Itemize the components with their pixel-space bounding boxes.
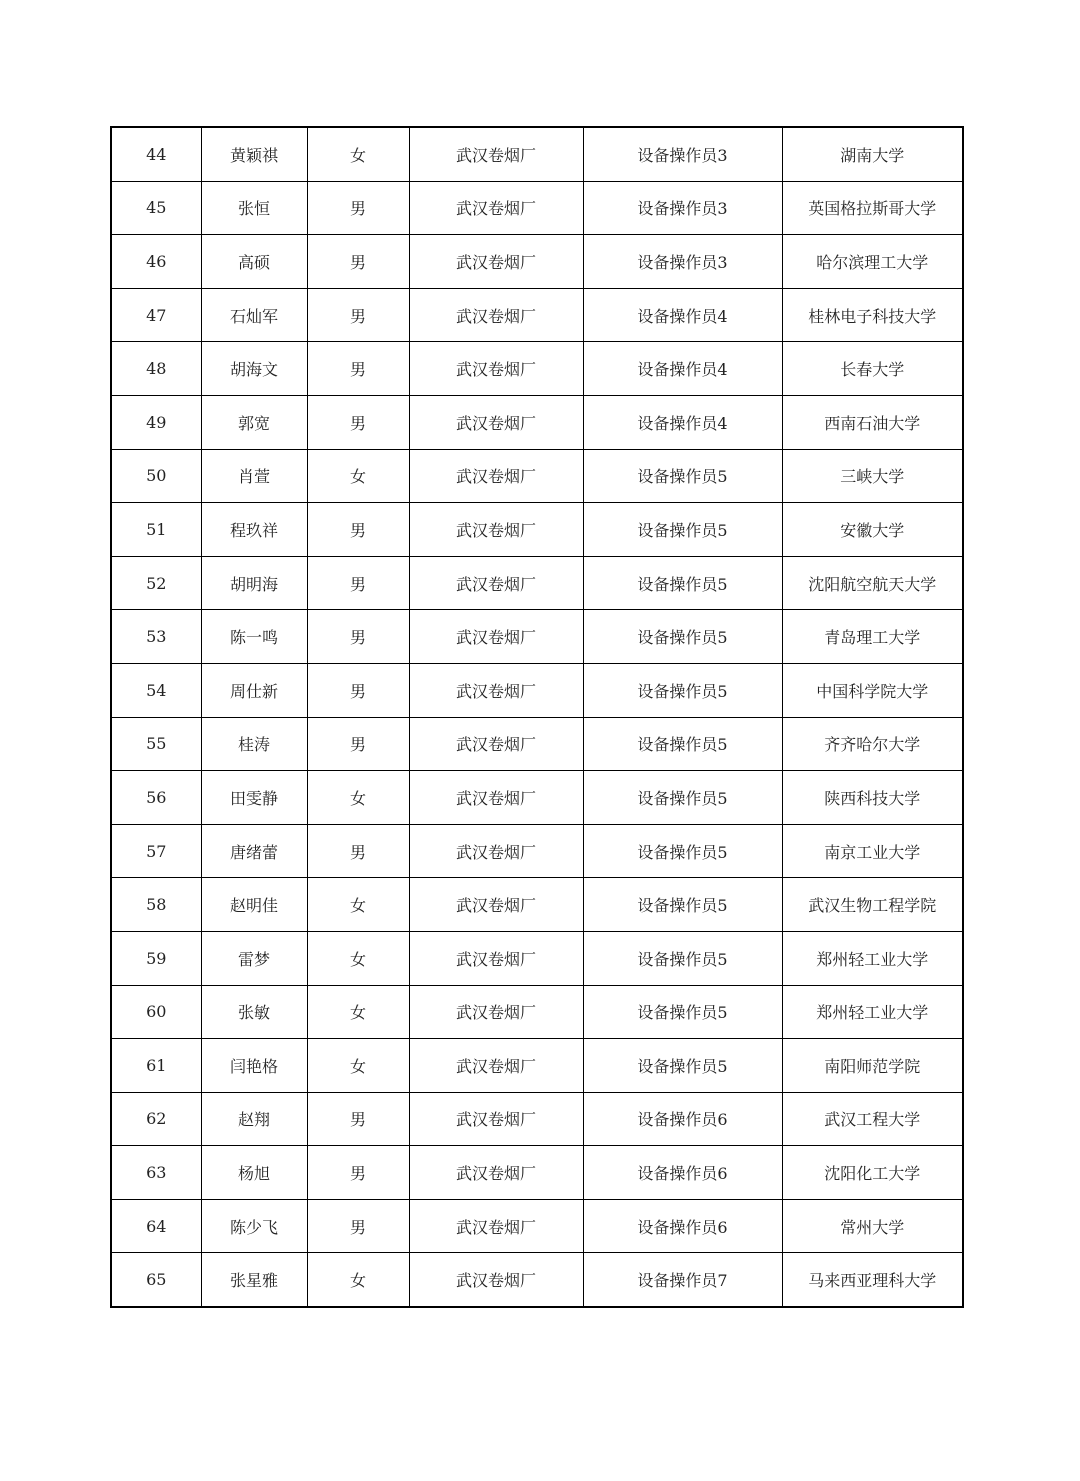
cell-unit: 武汉卷烟厂 [409,878,583,932]
cell-school: 常州大学 [782,1199,963,1253]
table-row [111,127,963,181]
cell-gender: 男 [307,663,409,717]
cell-name: 桂涛 [201,717,307,771]
cell-name: 石灿军 [201,288,307,342]
cell-unit: 武汉卷烟厂 [409,1199,583,1253]
cell-gender: 男 [307,235,409,289]
cell-unit: 武汉卷烟厂 [409,181,583,235]
table-row [111,1092,963,1146]
cell-post: 设备操作员5 [583,610,782,664]
cell-gender: 男 [307,181,409,235]
cell-name: 雷梦 [201,931,307,985]
cell-unit: 武汉卷烟厂 [409,235,583,289]
cell-number: 44 [111,127,201,181]
cell-unit: 武汉卷烟厂 [409,1253,583,1307]
cell-number: 55 [111,717,201,771]
cell-school: 沈阳化工大学 [782,1146,963,1200]
table-row [111,878,963,932]
cell-unit: 武汉卷烟厂 [409,556,583,610]
cell-name: 周仕新 [201,663,307,717]
cell-number: 57 [111,824,201,878]
cell-name: 胡明海 [201,556,307,610]
cell-school: 南阳师范学院 [782,1039,963,1093]
cell-unit: 武汉卷烟厂 [409,342,583,396]
table-row [111,663,963,717]
roster-table-body [111,127,963,1307]
cell-post: 设备操作员3 [583,235,782,289]
cell-number: 49 [111,395,201,449]
cell-unit: 武汉卷烟厂 [409,1146,583,1200]
cell-unit: 武汉卷烟厂 [409,824,583,878]
cell-post: 设备操作员5 [583,931,782,985]
cell-number: 62 [111,1092,201,1146]
cell-school: 安徽大学 [782,503,963,557]
cell-gender: 男 [307,1146,409,1200]
cell-gender: 男 [307,824,409,878]
cell-number: 61 [111,1039,201,1093]
cell-school: 青岛理工大学 [782,610,963,664]
table-row [111,503,963,557]
cell-school: 桂林电子科技大学 [782,288,963,342]
cell-number: 56 [111,771,201,825]
cell-gender: 女 [307,449,409,503]
cell-unit: 武汉卷烟厂 [409,771,583,825]
cell-post: 设备操作员6 [583,1146,782,1200]
cell-name: 闫艳格 [201,1039,307,1093]
cell-school: 中国科学院大学 [782,663,963,717]
cell-gender: 男 [307,717,409,771]
cell-post: 设备操作员3 [583,127,782,181]
cell-post: 设备操作员4 [583,288,782,342]
cell-name: 张敏 [201,985,307,1039]
cell-school: 武汉生物工程学院 [782,878,963,932]
cell-school: 郑州轻工业大学 [782,931,963,985]
cell-post: 设备操作员5 [583,717,782,771]
table-row [111,288,963,342]
cell-number: 54 [111,663,201,717]
cell-unit: 武汉卷烟厂 [409,717,583,771]
cell-name: 田雯静 [201,771,307,825]
cell-name: 赵翔 [201,1092,307,1146]
table-row [111,771,963,825]
cell-name: 程玖祥 [201,503,307,557]
cell-gender: 男 [307,610,409,664]
cell-post: 设备操作员5 [583,824,782,878]
cell-post: 设备操作员5 [583,663,782,717]
table-row [111,449,963,503]
cell-number: 60 [111,985,201,1039]
cell-school: 陕西科技大学 [782,771,963,825]
cell-post: 设备操作员5 [583,1039,782,1093]
cell-gender: 女 [307,931,409,985]
cell-name: 肖萱 [201,449,307,503]
cell-school: 英国格拉斯哥大学 [782,181,963,235]
cell-gender: 男 [307,288,409,342]
cell-post: 设备操作员5 [583,449,782,503]
cell-gender: 男 [307,503,409,557]
cell-gender: 男 [307,342,409,396]
cell-name: 高硕 [201,235,307,289]
roster-table [110,126,964,1308]
cell-name: 赵明佳 [201,878,307,932]
cell-gender: 男 [307,395,409,449]
cell-number: 45 [111,181,201,235]
cell-unit: 武汉卷烟厂 [409,985,583,1039]
cell-number: 59 [111,931,201,985]
cell-post: 设备操作员3 [583,181,782,235]
cell-number: 63 [111,1146,201,1200]
cell-name: 杨旭 [201,1146,307,1200]
cell-school: 武汉工程大学 [782,1092,963,1146]
cell-number: 50 [111,449,201,503]
cell-school: 马来西亚理科大学 [782,1253,963,1307]
cell-gender: 女 [307,1253,409,1307]
cell-gender: 男 [307,1092,409,1146]
table-row [111,985,963,1039]
cell-number: 58 [111,878,201,932]
cell-number: 46 [111,235,201,289]
cell-post: 设备操作员5 [583,985,782,1039]
cell-unit: 武汉卷烟厂 [409,395,583,449]
table-row [111,824,963,878]
cell-school: 沈阳航空航天大学 [782,556,963,610]
cell-post: 设备操作员5 [583,556,782,610]
table-row [111,1039,963,1093]
cell-unit: 武汉卷烟厂 [409,610,583,664]
cell-unit: 武汉卷烟厂 [409,1039,583,1093]
cell-unit: 武汉卷烟厂 [409,503,583,557]
cell-gender: 女 [307,1039,409,1093]
cell-post: 设备操作员4 [583,395,782,449]
cell-name: 张星雅 [201,1253,307,1307]
cell-gender: 男 [307,556,409,610]
cell-unit: 武汉卷烟厂 [409,1092,583,1146]
table-row [111,717,963,771]
table-row [111,1146,963,1200]
cell-school: 南京工业大学 [782,824,963,878]
cell-post: 设备操作员5 [583,503,782,557]
cell-school: 三峡大学 [782,449,963,503]
cell-number: 64 [111,1199,201,1253]
cell-school: 长春大学 [782,342,963,396]
table-row [111,235,963,289]
cell-school: 齐齐哈尔大学 [782,717,963,771]
cell-name: 陈一鸣 [201,610,307,664]
cell-name: 唐绪蕾 [201,824,307,878]
cell-gender: 女 [307,878,409,932]
cell-post: 设备操作员4 [583,342,782,396]
cell-school: 哈尔滨理工大学 [782,235,963,289]
cell-post: 设备操作员6 [583,1199,782,1253]
cell-name: 胡海文 [201,342,307,396]
cell-school: 湖南大学 [782,127,963,181]
cell-unit: 武汉卷烟厂 [409,449,583,503]
cell-gender: 女 [307,127,409,181]
cell-post: 设备操作员7 [583,1253,782,1307]
table-row [111,931,963,985]
cell-name: 黄颖祺 [201,127,307,181]
cell-gender: 男 [307,1199,409,1253]
cell-post: 设备操作员5 [583,878,782,932]
cell-number: 53 [111,610,201,664]
cell-name: 陈少飞 [201,1199,307,1253]
cell-name: 郭宽 [201,395,307,449]
cell-name: 张恒 [201,181,307,235]
cell-gender: 女 [307,985,409,1039]
table-row [111,556,963,610]
table-row [111,395,963,449]
cell-unit: 武汉卷烟厂 [409,127,583,181]
table-row [111,181,963,235]
cell-number: 47 [111,288,201,342]
cell-number: 48 [111,342,201,396]
cell-unit: 武汉卷烟厂 [409,663,583,717]
cell-number: 65 [111,1253,201,1307]
cell-post: 设备操作员6 [583,1092,782,1146]
cell-school: 西南石油大学 [782,395,963,449]
cell-post: 设备操作员5 [583,771,782,825]
cell-school: 郑州轻工业大学 [782,985,963,1039]
cell-unit: 武汉卷烟厂 [409,931,583,985]
cell-unit: 武汉卷烟厂 [409,288,583,342]
cell-gender: 女 [307,771,409,825]
cell-number: 52 [111,556,201,610]
table-row [111,1253,963,1307]
table-row [111,610,963,664]
table-row [111,1199,963,1253]
cell-number: 51 [111,503,201,557]
table-row [111,342,963,396]
